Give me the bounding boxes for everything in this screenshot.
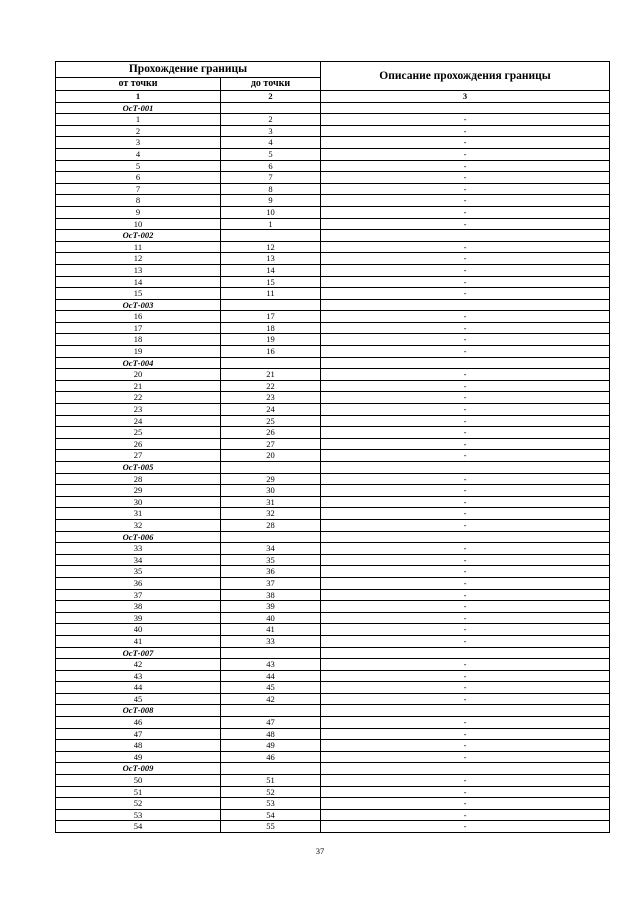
group-label: ОсТ-006 [56, 531, 221, 543]
from-point-cell: 40 [56, 624, 221, 636]
to-point-cell: 19 [221, 334, 321, 346]
to-point-cell: 34 [221, 543, 321, 555]
from-point-cell: 6 [56, 172, 221, 184]
from-point-cell: 44 [56, 682, 221, 694]
description-cell: - [321, 334, 610, 346]
table-row [56, 160, 610, 172]
table-row [56, 717, 610, 729]
from-point-cell: 2 [56, 125, 221, 137]
to-point-cell: 5 [221, 148, 321, 160]
description-cell: - [321, 601, 610, 613]
description-cell: - [321, 740, 610, 752]
table-row [56, 311, 610, 323]
table-row [56, 751, 610, 763]
to-point-cell: 8 [221, 183, 321, 195]
description-cell: - [321, 218, 610, 230]
group-row [56, 357, 610, 369]
table-row [56, 369, 610, 381]
description-cell: - [321, 427, 610, 439]
boundary-table-body [56, 62, 610, 833]
group-empty-cell [221, 647, 321, 659]
from-point-cell: 31 [56, 508, 221, 520]
to-point-cell: 10 [221, 206, 321, 218]
description-cell: - [321, 589, 610, 601]
from-point-cell: 9 [56, 206, 221, 218]
table-row [56, 427, 610, 439]
description-cell: - [321, 612, 610, 624]
description-cell: - [321, 508, 610, 520]
group-empty-cell [321, 462, 610, 474]
from-point-cell: 37 [56, 589, 221, 601]
description-cell: - [321, 172, 610, 184]
description-cell: - [321, 728, 610, 740]
to-point-cell: 7 [221, 172, 321, 184]
to-point-cell: 44 [221, 670, 321, 682]
to-point-cell: 52 [221, 786, 321, 798]
table-row [56, 786, 610, 798]
from-point-cell: 48 [56, 740, 221, 752]
table-row [56, 798, 610, 810]
description-cell: - [321, 206, 610, 218]
group-empty-cell [321, 299, 610, 311]
table-row [56, 740, 610, 752]
table-row [56, 566, 610, 578]
from-point-cell: 8 [56, 195, 221, 207]
to-point-cell: 14 [221, 264, 321, 276]
description-cell: - [321, 311, 610, 323]
description-cell: - [321, 438, 610, 450]
description-cell: - [321, 543, 610, 555]
from-point-cell: 20 [56, 369, 221, 381]
table-row [56, 438, 610, 450]
table-row [56, 519, 610, 531]
description-cell: - [321, 404, 610, 416]
to-point-cell: 2 [221, 114, 321, 126]
table-row [56, 496, 610, 508]
group-empty-cell [221, 531, 321, 543]
from-point-cell: 28 [56, 473, 221, 485]
table-row [56, 624, 610, 636]
description-cell: - [321, 659, 610, 671]
header-col-3: 3 [321, 91, 610, 103]
table-row [56, 195, 610, 207]
from-point-cell: 16 [56, 311, 221, 323]
group-row [56, 763, 610, 775]
from-point-cell: 23 [56, 404, 221, 416]
table-row [56, 404, 610, 416]
table-row [56, 334, 610, 346]
group-empty-cell [221, 705, 321, 717]
from-point-cell: 54 [56, 821, 221, 833]
table-row [56, 601, 610, 613]
description-cell: - [321, 160, 610, 172]
description-cell: - [321, 276, 610, 288]
description-cell: - [321, 635, 610, 647]
group-row [56, 647, 610, 659]
table-row [56, 253, 610, 265]
group-row [56, 462, 610, 474]
description-cell: - [321, 450, 610, 462]
table-row [56, 635, 610, 647]
header-description: Описание прохождения границы [321, 62, 610, 91]
from-point-cell: 7 [56, 183, 221, 195]
from-point-cell: 17 [56, 322, 221, 334]
group-row [56, 299, 610, 311]
to-point-cell: 47 [221, 717, 321, 729]
to-point-cell: 41 [221, 624, 321, 636]
table-row [56, 172, 610, 184]
to-point-cell: 33 [221, 635, 321, 647]
to-point-cell: 26 [221, 427, 321, 439]
table-row [56, 473, 610, 485]
description-cell: - [321, 786, 610, 798]
table-row [56, 682, 610, 694]
from-point-cell: 47 [56, 728, 221, 740]
description-cell: - [321, 415, 610, 427]
to-point-cell: 23 [221, 392, 321, 404]
description-cell: - [321, 670, 610, 682]
group-empty-cell [221, 102, 321, 114]
group-empty-cell [221, 462, 321, 474]
from-point-cell: 3 [56, 137, 221, 149]
to-point-cell: 55 [221, 821, 321, 833]
group-label: ОсТ-008 [56, 705, 221, 717]
group-label: ОсТ-004 [56, 357, 221, 369]
table-row [56, 485, 610, 497]
description-cell: - [321, 114, 610, 126]
table-row [56, 183, 610, 195]
group-row [56, 531, 610, 543]
table-row [56, 809, 610, 821]
to-point-cell: 39 [221, 601, 321, 613]
description-cell: - [321, 798, 610, 810]
description-cell: - [321, 577, 610, 589]
group-row [56, 705, 610, 717]
table-row [56, 775, 610, 787]
description-cell: - [321, 554, 610, 566]
description-cell: - [321, 519, 610, 531]
table-row [56, 670, 610, 682]
description-cell: - [321, 496, 610, 508]
group-empty-cell [321, 102, 610, 114]
table-row [56, 322, 610, 334]
table-row [56, 612, 610, 624]
description-cell: - [321, 473, 610, 485]
from-point-cell: 53 [56, 809, 221, 821]
table-row [56, 137, 610, 149]
header-from-point: от точки [56, 78, 221, 91]
group-label: ОсТ-003 [56, 299, 221, 311]
description-cell: - [321, 241, 610, 253]
from-point-cell: 22 [56, 392, 221, 404]
from-point-cell: 36 [56, 577, 221, 589]
to-point-cell: 35 [221, 554, 321, 566]
table-row [56, 821, 610, 833]
from-point-cell: 25 [56, 427, 221, 439]
from-point-cell: 24 [56, 415, 221, 427]
from-point-cell: 51 [56, 786, 221, 798]
from-point-cell: 11 [56, 241, 221, 253]
to-point-cell: 32 [221, 508, 321, 520]
description-cell: - [321, 195, 610, 207]
group-empty-cell [321, 357, 610, 369]
header-col-1: 1 [56, 91, 221, 103]
to-point-cell: 28 [221, 519, 321, 531]
group-label: ОсТ-007 [56, 647, 221, 659]
group-empty-cell [321, 763, 610, 775]
from-point-cell: 34 [56, 554, 221, 566]
description-cell: - [321, 183, 610, 195]
to-point-cell: 43 [221, 659, 321, 671]
from-point-cell: 33 [56, 543, 221, 555]
group-empty-cell [221, 230, 321, 242]
from-point-cell: 46 [56, 717, 221, 729]
description-cell: - [321, 821, 610, 833]
group-empty-cell [221, 299, 321, 311]
table-row [56, 589, 610, 601]
table-row [56, 125, 610, 137]
from-point-cell: 12 [56, 253, 221, 265]
group-label: ОсТ-002 [56, 230, 221, 242]
from-point-cell: 43 [56, 670, 221, 682]
to-point-cell: 40 [221, 612, 321, 624]
group-label: ОсТ-005 [56, 462, 221, 474]
group-empty-cell [221, 763, 321, 775]
group-empty-cell [321, 230, 610, 242]
table-row [56, 728, 610, 740]
from-point-cell: 13 [56, 264, 221, 276]
from-point-cell: 21 [56, 380, 221, 392]
to-point-cell: 38 [221, 589, 321, 601]
from-point-cell: 29 [56, 485, 221, 497]
to-point-cell: 54 [221, 809, 321, 821]
to-point-cell: 21 [221, 369, 321, 381]
to-point-cell: 27 [221, 438, 321, 450]
to-point-cell: 6 [221, 160, 321, 172]
to-point-cell: 11 [221, 288, 321, 300]
group-empty-cell [321, 647, 610, 659]
table-row [56, 577, 610, 589]
from-point-cell: 4 [56, 148, 221, 160]
table-row [56, 543, 610, 555]
group-label: ОсТ-001 [56, 102, 221, 114]
to-point-cell: 16 [221, 346, 321, 358]
to-point-cell: 13 [221, 253, 321, 265]
description-cell: - [321, 693, 610, 705]
group-empty-cell [321, 531, 610, 543]
to-point-cell: 53 [221, 798, 321, 810]
table-row [56, 508, 610, 520]
from-point-cell: 18 [56, 334, 221, 346]
from-point-cell: 19 [56, 346, 221, 358]
from-point-cell: 1 [56, 114, 221, 126]
table-row [56, 450, 610, 462]
table-row [56, 148, 610, 160]
table-row [56, 659, 610, 671]
to-point-cell: 18 [221, 322, 321, 334]
page-number: 37 [315, 846, 325, 856]
to-point-cell: 4 [221, 137, 321, 149]
description-cell: - [321, 264, 610, 276]
to-point-cell: 1 [221, 218, 321, 230]
from-point-cell: 30 [56, 496, 221, 508]
description-cell: - [321, 682, 610, 694]
table-row [56, 206, 610, 218]
description-cell: - [321, 566, 610, 578]
to-point-cell: 12 [221, 241, 321, 253]
to-point-cell: 9 [221, 195, 321, 207]
description-cell: - [321, 148, 610, 160]
description-cell: - [321, 253, 610, 265]
description-cell: - [321, 125, 610, 137]
description-cell: - [321, 288, 610, 300]
to-point-cell: 36 [221, 566, 321, 578]
from-point-cell: 14 [56, 276, 221, 288]
from-point-cell: 50 [56, 775, 221, 787]
to-point-cell: 45 [221, 682, 321, 694]
to-point-cell: 22 [221, 380, 321, 392]
boundary-table [55, 61, 610, 833]
header-col-2: 2 [221, 91, 321, 103]
from-point-cell: 35 [56, 566, 221, 578]
description-cell: - [321, 380, 610, 392]
description-cell: - [321, 369, 610, 381]
group-empty-cell [221, 357, 321, 369]
from-point-cell: 26 [56, 438, 221, 450]
header-row-main [56, 62, 610, 78]
to-point-cell: 3 [221, 125, 321, 137]
table-row [56, 218, 610, 230]
to-point-cell: 42 [221, 693, 321, 705]
to-point-cell: 46 [221, 751, 321, 763]
table-row [56, 276, 610, 288]
description-cell: - [321, 137, 610, 149]
to-point-cell: 15 [221, 276, 321, 288]
description-cell: - [321, 809, 610, 821]
group-empty-cell [321, 705, 610, 717]
table-row [56, 241, 610, 253]
from-point-cell: 49 [56, 751, 221, 763]
table-row [56, 114, 610, 126]
from-point-cell: 41 [56, 635, 221, 647]
header-to-point: до точки [221, 78, 321, 91]
description-cell: - [321, 485, 610, 497]
from-point-cell: 38 [56, 601, 221, 613]
description-cell: - [321, 775, 610, 787]
table-row [56, 693, 610, 705]
table-row [56, 380, 610, 392]
description-cell: - [321, 717, 610, 729]
from-point-cell: 5 [56, 160, 221, 172]
description-cell: - [321, 322, 610, 334]
group-label: ОсТ-009 [56, 763, 221, 775]
to-point-cell: 20 [221, 450, 321, 462]
from-point-cell: 42 [56, 659, 221, 671]
to-point-cell: 31 [221, 496, 321, 508]
to-point-cell: 17 [221, 311, 321, 323]
to-point-cell: 49 [221, 740, 321, 752]
from-point-cell: 32 [56, 519, 221, 531]
table-row [56, 288, 610, 300]
table-row [56, 554, 610, 566]
boundary-document [55, 61, 609, 833]
description-cell: - [321, 346, 610, 358]
to-point-cell: 29 [221, 473, 321, 485]
to-point-cell: 37 [221, 577, 321, 589]
to-point-cell: 24 [221, 404, 321, 416]
description-cell: - [321, 624, 610, 636]
header-passage: Прохождение границы [56, 62, 321, 78]
description-cell: - [321, 392, 610, 404]
description-cell: - [321, 751, 610, 763]
from-point-cell: 15 [56, 288, 221, 300]
from-point-cell: 52 [56, 798, 221, 810]
table-row [56, 392, 610, 404]
table-row [56, 264, 610, 276]
from-point-cell: 39 [56, 612, 221, 624]
to-point-cell: 51 [221, 775, 321, 787]
group-row [56, 102, 610, 114]
to-point-cell: 30 [221, 485, 321, 497]
header-row-numbers [56, 91, 610, 103]
table-row [56, 346, 610, 358]
from-point-cell: 27 [56, 450, 221, 462]
to-point-cell: 25 [221, 415, 321, 427]
from-point-cell: 45 [56, 693, 221, 705]
group-row [56, 230, 610, 242]
to-point-cell: 48 [221, 728, 321, 740]
table-row [56, 415, 610, 427]
from-point-cell: 10 [56, 218, 221, 230]
